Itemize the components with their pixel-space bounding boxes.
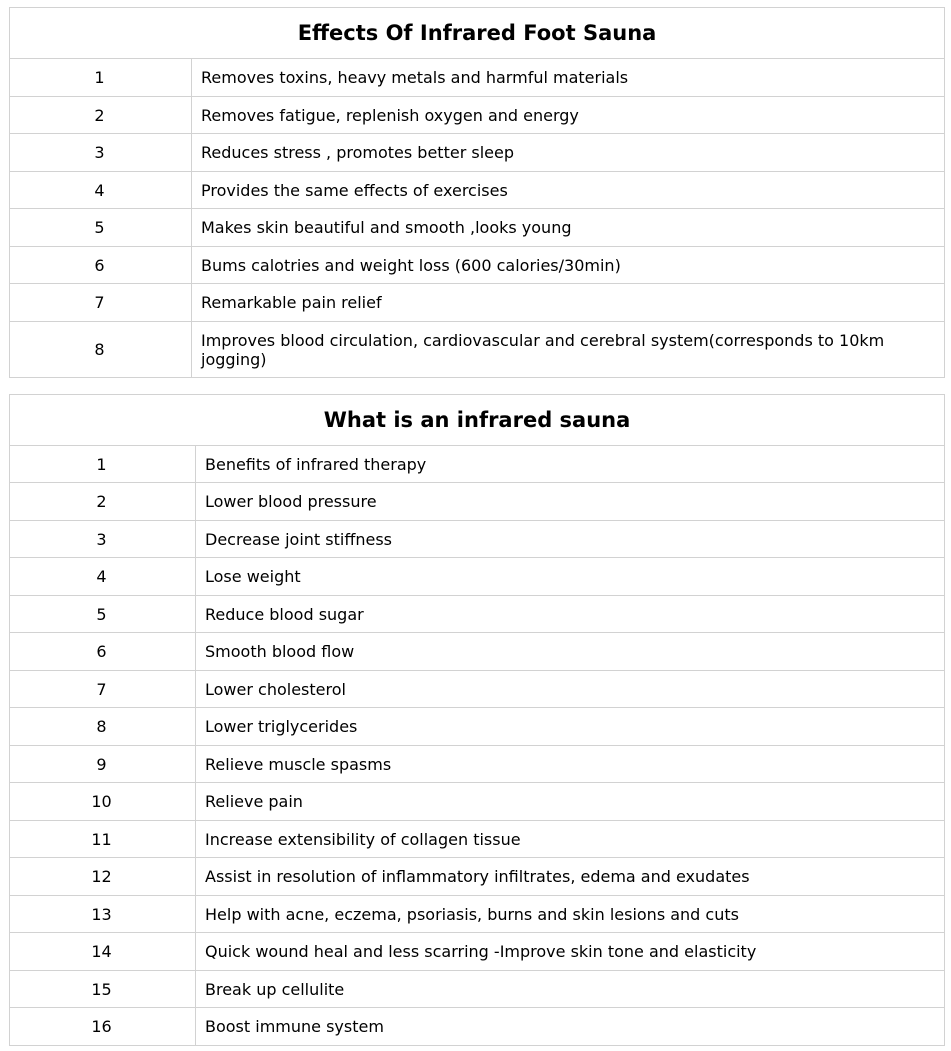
row-number: 2 [10, 483, 196, 521]
row-text: Removes toxins, heavy metals and harmful materials [192, 59, 945, 97]
row-text: Break up cellulite [196, 971, 945, 1008]
table-row [10, 1008, 945, 1046]
row-text: Provides the same effects of exercises [192, 172, 945, 209]
row-number: 2 [10, 97, 192, 134]
row-text: Decrease joint stiffness [196, 521, 945, 558]
row-text: Makes skin beautiful and smooth ,looks young [192, 209, 945, 247]
row-number: 8 [10, 708, 196, 746]
row-number: 11 [10, 821, 196, 858]
table-row [10, 783, 945, 821]
row-text: Lower blood pressure [196, 483, 945, 521]
table-row [10, 172, 945, 209]
row-text: Assist in resolution of inflammatory infiltrates, edema and exudates [196, 858, 945, 896]
row-number: 4 [10, 172, 192, 209]
table-row [10, 746, 945, 783]
table-row [10, 671, 945, 708]
row-text: Relieve pain [196, 783, 945, 821]
row-number: 10 [10, 783, 196, 821]
row-text: Reduces stress , promotes better sleep [192, 134, 945, 172]
table-row [10, 446, 945, 483]
table-row [10, 483, 945, 521]
table-row [10, 521, 945, 558]
row-text: Relieve muscle spasms [196, 746, 945, 783]
table-row [10, 284, 945, 322]
table-row [10, 896, 945, 933]
table-row [10, 59, 945, 97]
row-number: 6 [10, 633, 196, 671]
row-number: 8 [10, 322, 192, 378]
table-row [10, 558, 945, 596]
table-header-row [10, 8, 945, 59]
row-text: Help with acne, eczema, psoriasis, burns and skin lesions and cuts [196, 896, 945, 933]
table-title: Effects Of Infrared Foot Sauna [10, 8, 945, 59]
row-number: 6 [10, 247, 192, 284]
row-number: 1 [10, 59, 192, 97]
table-row [10, 134, 945, 172]
table-row [10, 821, 945, 858]
row-text: Quick wound heal and less scarring -Improve skin tone and elasticity [196, 933, 945, 971]
row-text: Lower triglycerides [196, 708, 945, 746]
row-text: Improves blood circulation, cardiovascular and cerebral system(corresponds to 10km jogging) [192, 322, 945, 378]
row-number: 13 [10, 896, 196, 933]
table-header-row [10, 395, 945, 446]
row-text: Lose weight [196, 558, 945, 596]
table-row [10, 247, 945, 284]
row-number: 15 [10, 971, 196, 1008]
row-number: 7 [10, 671, 196, 708]
row-number: 16 [10, 1008, 196, 1046]
table-row [10, 971, 945, 1008]
row-number: 1 [10, 446, 196, 483]
row-text: Bums calotries and weight loss (600 calories/30min) [192, 247, 945, 284]
row-text: Reduce blood sugar [196, 596, 945, 633]
row-number: 9 [10, 746, 196, 783]
table-row [10, 596, 945, 633]
row-number: 12 [10, 858, 196, 896]
table-row [10, 933, 945, 971]
table-row [10, 97, 945, 134]
row-text: Increase extensibility of collagen tissue [196, 821, 945, 858]
row-number: 14 [10, 933, 196, 971]
row-text: Boost immune system [196, 1008, 945, 1046]
row-text: Smooth blood flow [196, 633, 945, 671]
table-row [10, 708, 945, 746]
table-title: What is an infrared sauna [10, 395, 945, 446]
effects-table [9, 7, 945, 378]
row-number: 3 [10, 521, 196, 558]
row-text: Removes fatigue, replenish oxygen and energy [192, 97, 945, 134]
table-row [10, 209, 945, 247]
row-text: Lower cholesterol [196, 671, 945, 708]
row-number: 5 [10, 209, 192, 247]
row-number: 4 [10, 558, 196, 596]
table-row [10, 858, 945, 896]
infrared-sauna-table [9, 394, 945, 1046]
table-row [10, 633, 945, 671]
row-number: 3 [10, 134, 192, 172]
row-number: 5 [10, 596, 196, 633]
table-row [10, 322, 945, 378]
row-number: 7 [10, 284, 192, 322]
row-text: Benefits of infrared therapy [196, 446, 945, 483]
row-text: Remarkable pain relief [192, 284, 945, 322]
